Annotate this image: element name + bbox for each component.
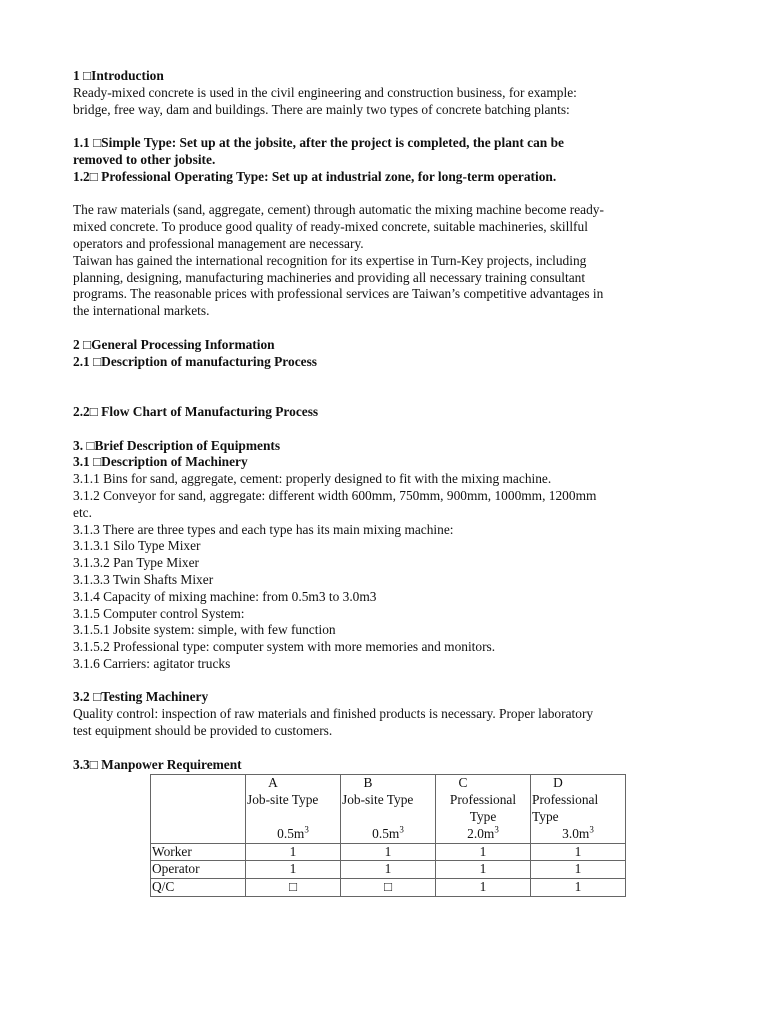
column-header-a bbox=[246, 775, 341, 843]
machinery-item: 3.1.3.3 Twin Shafts Mixer bbox=[73, 571, 214, 587]
table-cell: 1 bbox=[246, 843, 341, 861]
table-cell: 1 bbox=[341, 861, 436, 879]
table-cell: 1 bbox=[436, 843, 531, 861]
document-page bbox=[73, 68, 688, 897]
simple-type-line-1: 1.1 □Simple Type: Set up at the jobsite, after the project is completed, the plant can be bbox=[73, 135, 564, 151]
column-letter: D bbox=[553, 775, 563, 791]
section-3-1-heading: 3.1 □Description of Machinery bbox=[73, 454, 248, 470]
column-capacity: $0.5m^3$ bbox=[277, 824, 309, 841]
column-header-b bbox=[341, 775, 436, 843]
intro-line-1: Ready-mixed concrete is used in the civil engineering and construction business, for example: bbox=[73, 84, 577, 100]
column-letter: B bbox=[363, 775, 373, 791]
machinery-item: 3.1.4 Capacity of mixing machine: from 0.5m3 to 3.0m3 bbox=[73, 588, 377, 604]
table-cell: 1 bbox=[436, 861, 531, 879]
table-row bbox=[151, 843, 626, 861]
column-type: Job-site Type bbox=[247, 792, 319, 808]
table-cell: 1 bbox=[246, 861, 341, 879]
column-type: Professional bbox=[532, 792, 599, 808]
column-type-line-2: Type bbox=[532, 809, 559, 825]
column-type: Job-site Type bbox=[342, 792, 414, 808]
table-row bbox=[151, 879, 626, 897]
professional-type-line: 1.2□ Professional Operating Type: Set up at industrial zone, for long-term operation. bbox=[73, 168, 557, 184]
table-header-row bbox=[151, 775, 626, 843]
table-cell: □ bbox=[246, 879, 341, 897]
table-cell: 1 bbox=[436, 879, 531, 897]
section-2-heading: 2 □General Processing Information bbox=[73, 336, 275, 352]
section-3-heading: 3. □Brief Description of Equipments bbox=[73, 437, 281, 453]
table-cell: 1 bbox=[341, 843, 436, 861]
raw-materials-line-3: operators and professional management are necessary. bbox=[73, 235, 364, 251]
column-capacity: $2.0m^3$ bbox=[467, 824, 499, 841]
table-cell: □ bbox=[341, 879, 436, 897]
table-corner-cell bbox=[151, 775, 246, 843]
machinery-item: 3.1.3.1 Silo Type Mixer bbox=[73, 538, 201, 554]
row-label: Q/C bbox=[151, 879, 246, 897]
taiwan-line-3: programs. The reasonable prices with professional services are Taiwan’s competitive advantages in bbox=[73, 286, 604, 302]
section-2-1-heading: 2.1 □Description of manufacturing Process bbox=[73, 353, 318, 369]
column-type: Professional bbox=[449, 792, 517, 808]
section-2-2-heading: 2.2□ Flow Chart of Manufacturing Process bbox=[73, 403, 319, 419]
row-label: Operator bbox=[151, 861, 246, 879]
section-3-3-heading: 3.3□ Manpower Requirement bbox=[73, 756, 242, 772]
machinery-item: 3.1.3 There are three types and each type has its main mixing machine: bbox=[73, 521, 454, 537]
column-header-d bbox=[531, 775, 626, 843]
manpower-table bbox=[150, 774, 626, 897]
table-cell: 1 bbox=[531, 879, 626, 897]
column-header-c bbox=[436, 775, 531, 843]
simple-type-line-2: removed to other jobsite. bbox=[73, 151, 216, 167]
machinery-item: 3.1.5.1 Jobsite system: simple, with few function bbox=[73, 622, 336, 638]
raw-materials-line-2: mixed concrete. To produce good quality of ready-mixed concrete, suitable machineries, skillful bbox=[73, 219, 588, 235]
machinery-item: 3.1.5 Computer control System: bbox=[73, 605, 245, 621]
intro-line-2: bridge, free way, dam and buildings. There are mainly two types of concrete batching plants: bbox=[73, 101, 570, 117]
column-capacity: $0.5m^3$ bbox=[372, 824, 404, 841]
column-type-line-2: Type bbox=[469, 809, 497, 825]
machinery-item: 3.1.6 Carriers: agitator trucks bbox=[73, 655, 231, 671]
column-letter: A bbox=[268, 775, 278, 791]
machinery-item: 3.1.3.2 Pan Type Mixer bbox=[73, 555, 200, 571]
testing-line-2: test equipment should be provided to customers. bbox=[73, 723, 333, 739]
raw-materials-line-1: The raw materials (sand, aggregate, cement) through automatic the mixing machine become ready- bbox=[73, 202, 604, 218]
table-row bbox=[151, 861, 626, 879]
taiwan-line-1: Taiwan has gained the international recognition for its expertise in Turn-Key projects, including bbox=[73, 252, 587, 268]
column-letter: C bbox=[458, 775, 468, 791]
taiwan-line-2: planning, designing, manufacturing machineries and providing all necessary training consultant bbox=[73, 269, 586, 285]
machinery-item: etc. bbox=[73, 504, 92, 520]
row-label: Worker bbox=[151, 843, 246, 861]
machinery-item: 3.1.2 Conveyor for sand, aggregate: different width 600mm, 750mm, 900mm, 1000mm, 1200mm bbox=[73, 487, 597, 503]
testing-line-1: Quality control: inspection of raw materials and finished products is necessary. Proper laboratory bbox=[73, 706, 594, 722]
table-cell: 1 bbox=[531, 861, 626, 879]
section-3-2-heading: 3.2 □Testing Machinery bbox=[73, 689, 209, 705]
machinery-item: 3.1.5.2 Professional type: computer system with more memories and monitors. bbox=[73, 639, 496, 655]
taiwan-line-4: the international markets. bbox=[73, 303, 210, 319]
table-cell: 1 bbox=[531, 843, 626, 861]
column-capacity: $3.0m^3$ bbox=[562, 824, 594, 841]
machinery-item: 3.1.1 Bins for sand, aggregate, cement: properly designed to fit with the mixing machine. bbox=[73, 471, 552, 487]
section-1-heading: 1 □Introduction bbox=[73, 68, 164, 83]
